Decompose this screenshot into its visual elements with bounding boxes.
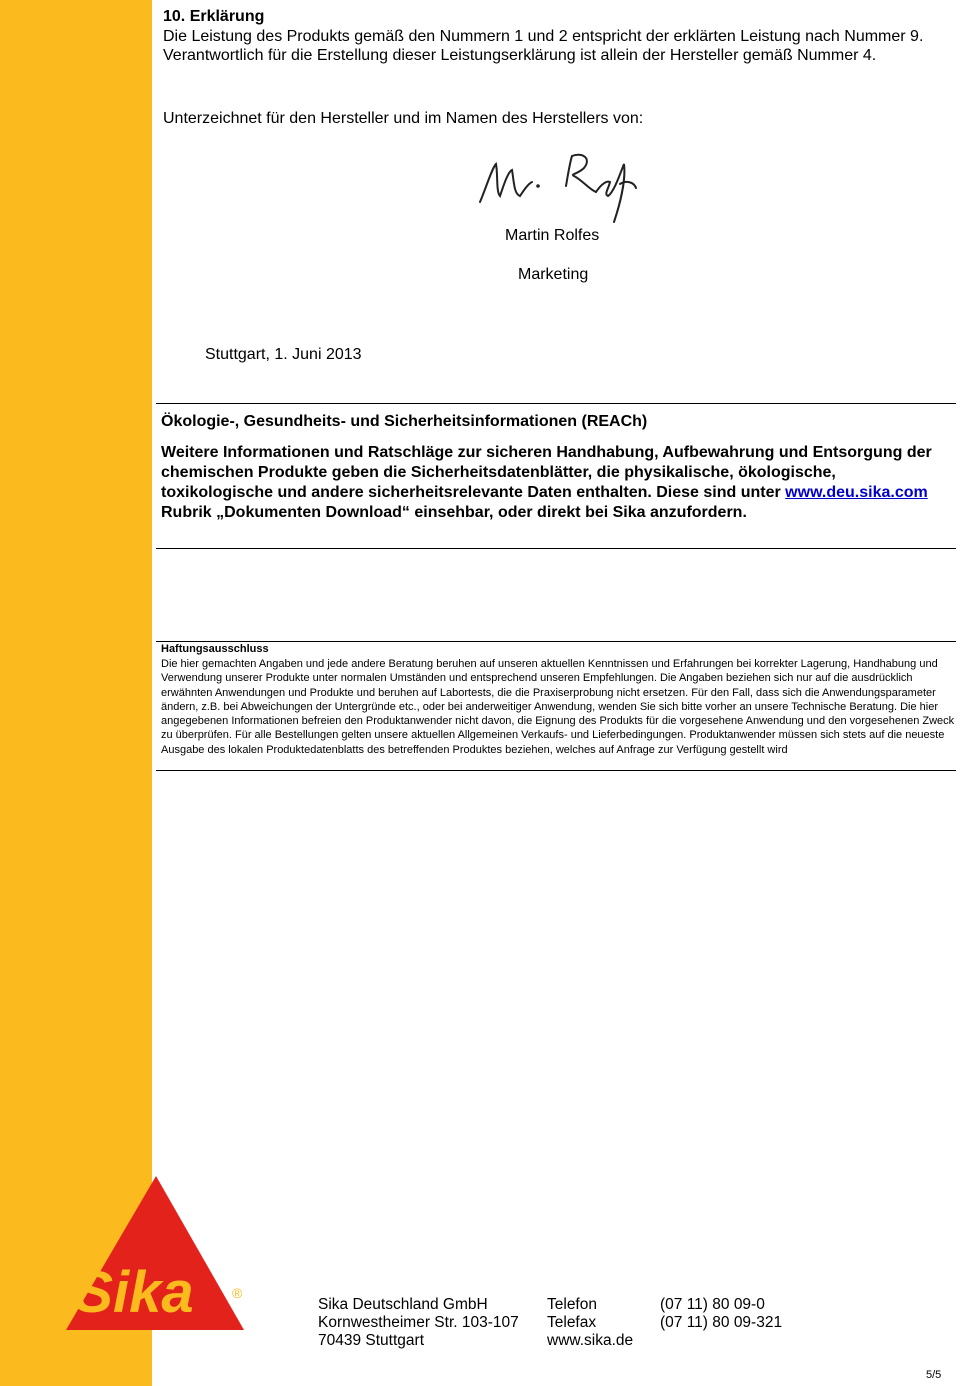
signed-by-intro: Unterzeichnet für den Hersteller und im Namen des Herstellers von:: [163, 110, 644, 127]
footer-contact-values: [660, 1296, 782, 1332]
svg-text:®: ®: [232, 1285, 243, 1301]
signature: [474, 144, 644, 228]
disclaimer-title: Haftungsausschluss: [161, 643, 269, 655]
sika-logo: [62, 1172, 246, 1334]
reach-text-after-link: Rubrik „Dokumenten Download“ einsehbar, oder direkt bei Sika anzufordern.: [161, 504, 747, 521]
footer-fax: (07 11) 80 09-321: [660, 1314, 783, 1331]
section-divider: [156, 548, 956, 549]
place-date: Stuttgart, 1. Juni 2013: [205, 346, 362, 363]
sika-website-link[interactable]: www.deu.sika.com: [785, 484, 928, 501]
signatory-role: Marketing: [518, 266, 589, 283]
declaration-paragraph: Die Leistung des Produkts gemäß den Nummern 1 und 2 entspricht der erklärten Leistung nach Nummer 9. Verantwortlich für die Erstellung dieser Leistungserklärung ist allein der Hersteller gemäß Nummer 4.: [163, 28, 924, 64]
footer-address: [318, 1296, 519, 1350]
footer-street: Kornwestheimer Str. 103-107: [318, 1314, 519, 1331]
footer-phone: (07 11) 80 09-0: [660, 1296, 765, 1313]
reach-body: [161, 443, 951, 523]
section-divider: [156, 403, 956, 404]
svg-text:Sika: Sika: [74, 1260, 194, 1325]
reach-text-before-link: Weitere Informationen und Ratschläge zur sicheren Handhabung, Aufbewahrung und Entsorgung der chemischen Produkte geben die Sicherheitsdatenblätter, die physikalische, ökologische, toxikologische und andere sicherheitsrelevante Daten enthalten. Diese sind unter: [161, 444, 932, 501]
footer-phone-label: Telefon: [547, 1296, 597, 1313]
reach-title: Ökologie-, Gesundheits- und Sicherheitsinformationen (REACh): [161, 413, 648, 430]
footer-city: 70439 Stuttgart: [318, 1332, 424, 1349]
footer-fax-label: Telefax: [547, 1314, 597, 1331]
footer-contact-labels: [547, 1296, 633, 1350]
page-number: 5/5: [926, 1369, 942, 1381]
disclaimer-bottom-rule: [156, 770, 956, 771]
footer-company: Sika Deutschland GmbH: [318, 1296, 488, 1313]
disclaimer-top-rule: [156, 641, 956, 642]
section-title: 10. Erklärung: [163, 8, 265, 25]
signatory-name: Martin Rolfes: [505, 227, 600, 244]
footer-web: www.sika.de: [547, 1332, 634, 1349]
disclaimer-body: Die hier gemachten Angaben und jede andere Beratung beruhen auf unseren aktuellen Kenntnissen und Erfahrungen bei korrekter Lagerung, Handhabung und Verwendung unserer Produkte unter normalen Umständen und entsprechend unseren Empfehlungen. Die Angaben beziehen sich nur auf die ausdrücklich erwähnten Anwendungen und Produkte und beruhen auf Labortests, die die Praxiserprobung nicht ersetzen. Für den Fall, dass sich die Anwendungsparameter ändern, z.B. bei Abweichungen der Untergründe etc., oder bei anderweitiger Anwendung, wenden Sie sich bitte vorher an unsere Technische Beratung. Die hier angegebenen Informationen befreien den Produktanwender nicht davon, die Eignung des Produkts für die vorgesehene Anwendung und den vorgesehenen Zweck zu überprüfen. Für alle Bestellungen gelten unsere aktuellen Allgemeinen Verkaufs- und Lieferbedingungen. Produktanwender müssen sich stets auf die neueste Ausgabe des lokalen Produktedatenblatts des betreffenden Produktes beziehen, welches auf Anfrage zur Verfügung gestellt wird: [161, 658, 955, 756]
